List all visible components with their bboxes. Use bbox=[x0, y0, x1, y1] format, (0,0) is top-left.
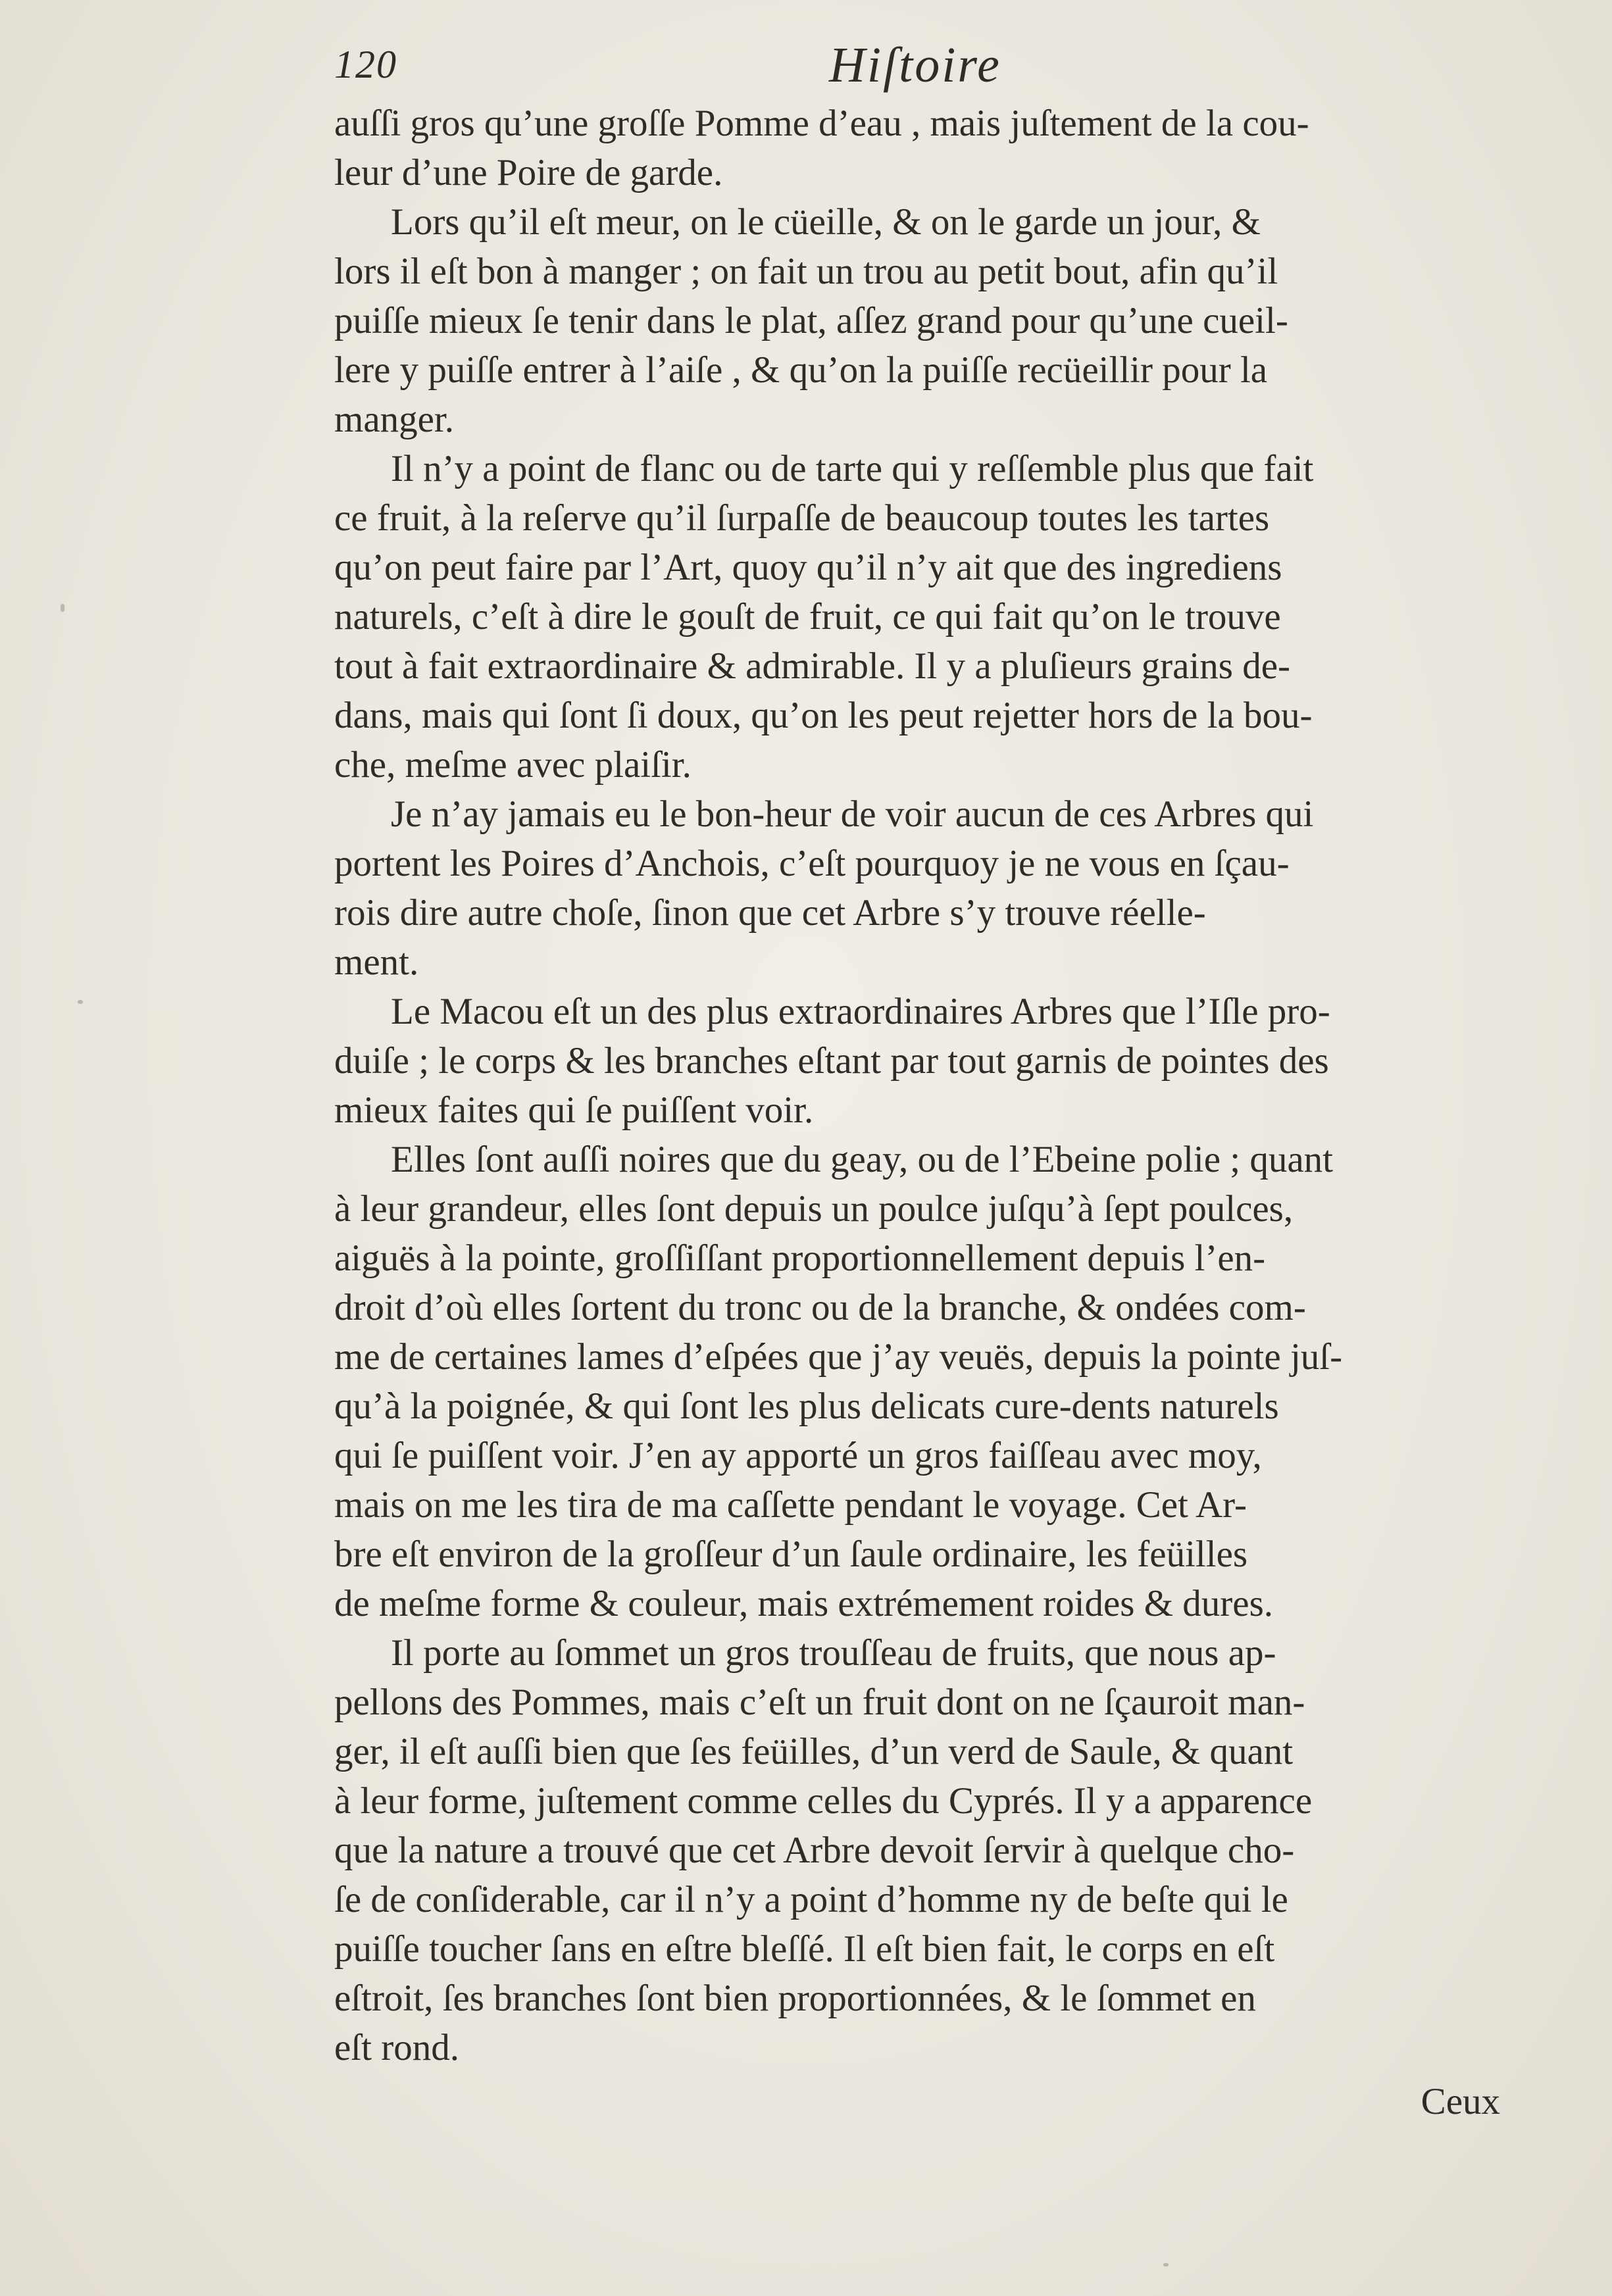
text-line: pellons des Pommes, mais c’eſt un fruit dont on ne ſçauroit man- bbox=[334, 1682, 1305, 1723]
text-line: à leur forme, juſtement comme celles du Cyprés. Il y a apparence bbox=[334, 1780, 1313, 1822]
text-line: ſe de conſiderable, car il n’y a point d’homme ny de beſte qui le bbox=[334, 1879, 1288, 1920]
text-line: aiguës à la pointe, groſſiſſant proportionnellement depuis l’en- bbox=[334, 1237, 1266, 1279]
paper-speck bbox=[61, 604, 64, 612]
page-number: 120 bbox=[334, 43, 397, 86]
paragraph-first-line: Il n’y a point de flanc ou de tarte qui y reſſemble plus que fait bbox=[391, 448, 1314, 489]
text-line: leur d’une Poire de garde. bbox=[334, 152, 723, 193]
paragraph-first-line: Il porte au ſommet un gros trouſſeau de fruits, que nous ap- bbox=[391, 1632, 1276, 1674]
text-line: rois dire autre choſe, ſinon que cet Arbre s’y trouve réelle- bbox=[334, 892, 1206, 934]
text-line: mieux faites qui ſe puiſſent voir. bbox=[334, 1089, 814, 1131]
text-line: tout à fait extraordinaire & admirable. Il y a pluſieurs grains de- bbox=[334, 645, 1290, 687]
catchword: Ceux bbox=[1421, 2081, 1500, 2122]
paper-speck bbox=[1163, 2263, 1169, 2266]
text-line: ment. bbox=[334, 941, 419, 983]
text-line: ce fruit, à la reſerve qu’il ſurpaſſe de beaucoup toutes les tartes bbox=[334, 497, 1270, 539]
text-line: mais on me les tira de ma caſſette pendant le voyage. Cet Ar- bbox=[334, 1484, 1247, 1526]
text-line: lere y puiſſe entrer à l’aiſe , & qu’on la puiſſe recüeillir pour la bbox=[334, 349, 1268, 391]
catchword-row bbox=[334, 2072, 1505, 2132]
text-line: ger, il eſt auſſi bien que ſes feüilles, d’un verd de Saule, & quant bbox=[334, 1731, 1294, 1772]
text-line: duiſe ; le corps & les branches eſtant par tout garnis de pointes des bbox=[334, 1040, 1329, 1082]
text-line: puiſſe toucher ſans en eſtre bleſſé. Il eſt bien fait, le corps en eſt bbox=[334, 1928, 1275, 1970]
paper-speck bbox=[78, 1000, 83, 1004]
text-line: manger. bbox=[334, 399, 455, 440]
paragraph-first-line: Elles ſont auſſi noires que du geay, ou de l’Ebeine polie ; quant bbox=[391, 1139, 1334, 1180]
paragraph-first-line: Lors qu’il eſt meur, on le cüeille, & on le garde un jour, & bbox=[391, 201, 1261, 243]
text-line: auſſi gros qu’une groſſe Pomme d’eau , mais juſtement de la cou- bbox=[334, 103, 1309, 144]
text-line: lors il eſt bon à manger ; on fait un trou au petit bout, afin qu’il bbox=[334, 251, 1278, 292]
text-line: eſt rond. bbox=[334, 2027, 459, 2068]
paragraph-first-line: Le Macou eſt un des plus extraordinaires Arbres que l’Iſle pro- bbox=[391, 991, 1330, 1032]
text-line: de meſme forme & couleur, mais extrémement roides & dures. bbox=[334, 1583, 1274, 1624]
text-line: naturels, c’eſt à dire le gouſt de fruit, ce qui fait qu’on le trouve bbox=[334, 596, 1281, 637]
text-line: eſtroit, ſes branches ſont bien proportionnées, & le ſommet en bbox=[334, 1978, 1256, 2019]
text-line: qu’on peut faire par l’Art, quoy qu’il n’y ait que des ingrediens bbox=[334, 547, 1282, 588]
text-line: me de certaines lames d’eſpées que j’ay veuës, depuis la pointe juſ- bbox=[334, 1336, 1343, 1378]
running-title: Hiſtoire bbox=[829, 37, 1001, 93]
text-line: dans, mais qui ſont ſi doux, qu’on les peut rejetter hors de la bou- bbox=[334, 695, 1313, 736]
running-head bbox=[329, 37, 1500, 103]
text-line: à leur grandeur, elles ſont depuis un poulce juſqu’à ſept poulces, bbox=[334, 1188, 1294, 1230]
text-line: droit d’où elles ſortent du tronc ou de la branche, & ondées com- bbox=[334, 1287, 1306, 1328]
text-line: portent les Poires d’Anchois, c’eſt pourquoy je ne vous en ſçau- bbox=[334, 843, 1290, 884]
text-line: qu’à la poignée, & qui ſont les plus delicats cure-dents naturels bbox=[334, 1385, 1279, 1427]
text-line: bre eſt environ de la groſſeur d’un ſaule ordinaire, les feüilles bbox=[334, 1534, 1248, 1575]
text-line: puiſſe mieux ſe tenir dans le plat, aſſez grand pour qu’une cueil- bbox=[334, 300, 1288, 341]
text-line: che, meſme avec plaiſir. bbox=[334, 744, 692, 786]
paragraph-first-line: Je n’ay jamais eu le bon-heur de voir aucun de ces Arbres qui bbox=[391, 793, 1314, 835]
body-text bbox=[334, 99, 1505, 2132]
text-line: que la nature a trouvé que cet Arbre devoit ſervir à quelque cho- bbox=[334, 1830, 1295, 1871]
text-line: qui ſe puiſſent voir. J’en ay apporté un gros faiſſeau avec moy, bbox=[334, 1435, 1262, 1476]
